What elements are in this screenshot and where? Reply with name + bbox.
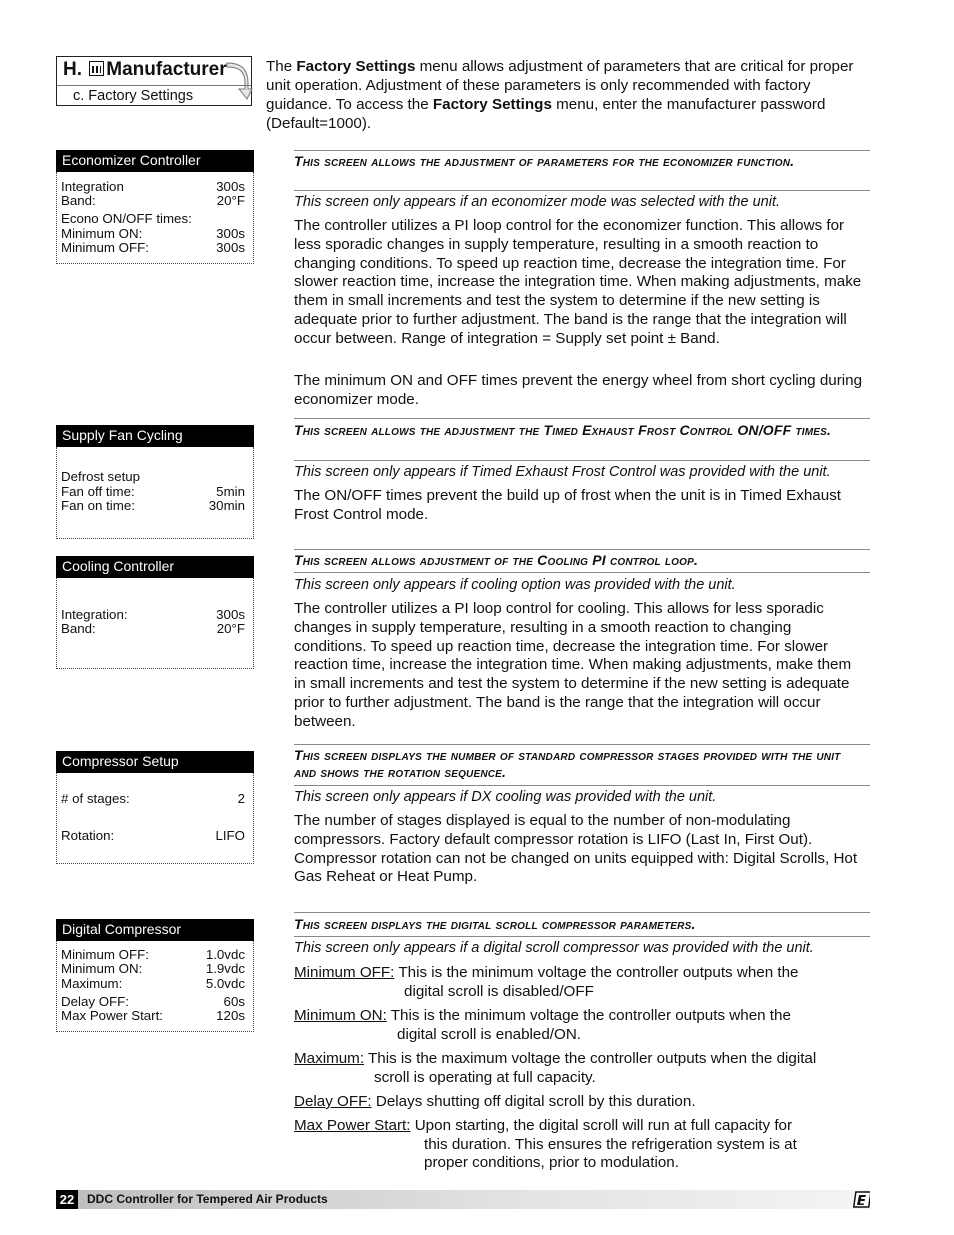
arrow-curve-icon xyxy=(223,59,253,103)
header-divider xyxy=(57,85,251,86)
section-divider xyxy=(294,744,870,745)
definition-text: digital scroll is disabled/OFF xyxy=(404,982,594,1000)
section-divider xyxy=(294,785,870,786)
compressor-setup-screen xyxy=(56,751,254,864)
economizer-controller-screen xyxy=(56,150,254,264)
definition-text: This is the minimum voltage the controller outputs when the xyxy=(398,964,799,981)
section-divider xyxy=(294,418,870,419)
param-label: Fan off time: xyxy=(61,484,135,499)
param-label: Minimum OFF: xyxy=(61,947,149,962)
param-value: 30min xyxy=(208,498,245,513)
compressor-section-note: This screen only appears if DX cooling was provided with the unit. xyxy=(294,789,717,805)
digital-section-heading: This screen displays the digital scroll compressor parameters. xyxy=(294,916,696,932)
section-title xyxy=(63,59,227,81)
supply-fan-description: The ON/OFF times prevent the build up of frost when the unit is in Timed Exhaust Frost Control mode. xyxy=(294,487,842,523)
manufacturer-icon xyxy=(89,61,104,76)
section-divider xyxy=(294,912,870,913)
param-value: 5min xyxy=(216,484,245,499)
param-label: Minimum ON: xyxy=(61,961,143,976)
definition-text: proper conditions, prior to modulation. xyxy=(424,1154,679,1171)
param-label: Band: xyxy=(61,193,96,208)
param-label: Econo ON/OFF times: xyxy=(61,211,192,226)
section-letter: H. xyxy=(63,59,82,80)
definition-text: Delays shutting off digital scroll by this duration. xyxy=(375,1093,696,1110)
param-value: 5.0vdc xyxy=(205,976,245,991)
section-divider xyxy=(294,549,870,550)
param-value: LIFO xyxy=(215,828,245,843)
subsection-title: c. Factory Settings xyxy=(73,88,194,104)
digital-compressor-screen xyxy=(56,919,254,1032)
definition-term: Minimum ON: xyxy=(294,1007,387,1024)
economizer-section-note: This screen only appears if an economizer mode was selected with the unit. xyxy=(294,194,780,210)
screen-title: Compressor Setup xyxy=(56,751,254,773)
param-value: 2 xyxy=(237,791,245,806)
param-value: 300s xyxy=(216,179,245,194)
section-divider xyxy=(294,936,870,937)
digital-section-note: This screen only appears if a digital scroll compressor was provided with the unit. xyxy=(294,940,814,956)
supply-fan-section-note: This screen only appears if Timed Exhaust Frost Control was provided with the unit. xyxy=(294,464,831,480)
section-divider xyxy=(294,190,870,191)
definition-term: Maximum: xyxy=(294,1050,365,1067)
cooling-description: The controller utilizes a PI loop control for cooling. This allows for less sporadic changes in supply temperature, resulting in a smooth reaction to changing conditions. To speed up reaction time, decrease the integration time. For slower reaction time, increase the integration time. When making adjustments, make them in small increments and test the system to determine if the new setting is adequate prior to further adjustment. The band is the range that the integration will occur between. xyxy=(294,600,852,730)
economizer-section-heading: This screen allows the adjustment of parameters for the economizer function. xyxy=(294,153,795,169)
definition-delay-off xyxy=(294,1093,866,1112)
compressor-description: The number of stages displayed is equal to the number of non-modulating compressors. Factory default compressor rotation is LIFO (Last In, First Out). Compressor rotation can not be changed on units equipped with: Digital Scrolls, Hot Gas Reheat or Heat Pump. xyxy=(294,812,858,886)
page-footer xyxy=(56,1190,870,1209)
screen-title: Cooling Controller xyxy=(56,556,254,578)
section-title-word: Manufacturer xyxy=(106,59,227,80)
definition-term: Minimum OFF: xyxy=(294,964,395,981)
param-label: Max Power Start: xyxy=(61,1008,163,1023)
param-value: 300s xyxy=(216,240,245,255)
param-label: Integration xyxy=(61,179,124,194)
definition-max-power-start xyxy=(294,1117,866,1173)
cooling-controller-screen xyxy=(56,556,254,669)
screen-title: Supply Fan Cycling xyxy=(56,425,254,447)
param-label: Rotation: xyxy=(61,828,115,843)
param-label: Delay OFF: xyxy=(61,994,129,1009)
definition-text: Upon starting, the digital scroll will run at full capacity for xyxy=(414,1117,793,1134)
definition-minimum-off xyxy=(294,964,866,1001)
supply-fan-cycling-screen xyxy=(56,425,254,539)
compressor-section-heading: This screen displays the number of standard compressor stages provided with the unit and shows the rotation sequence. xyxy=(294,747,841,780)
param-value: 1.0vdc xyxy=(205,947,245,962)
param-label: Minimum OFF: xyxy=(61,240,149,255)
definition-term: Delay OFF: xyxy=(294,1093,372,1110)
page-number: 22 xyxy=(56,1190,78,1209)
intro-paragraph: The Factory Settings menu allows adjustment of parameters that are critical for proper unit operation. Adjustment of these parameters is only recommended with factory guidance. To access the Factory Settings menu, enter the manufacturer password (Default=1000). xyxy=(266,58,854,132)
param-value: 20°F xyxy=(216,193,245,208)
param-value: 20°F xyxy=(216,621,245,636)
definition-text: scroll is operating at full capacity. xyxy=(374,1068,596,1086)
definition-text: this duration. This ensures the refrigeration system is at xyxy=(424,1135,797,1153)
economizer-description: The controller utilizes a PI loop control for the economizer function. This allows for less sporadic changes in supply temperature, resulting in a smooth reaction to changing conditions. To speed up reaction time, decrease the integration time. For slower reaction time, increase the integration time. When making adjustments, make them in small increments and test the system to determine if the new setting is adequate prior to further adjustment. The band is the range that the integration will occur between. Range of integration = Supply set point ± Band. xyxy=(294,217,862,347)
param-label: Minimum ON: xyxy=(61,226,143,241)
section-divider xyxy=(294,460,870,461)
section-header-box xyxy=(56,56,252,106)
param-label: Fan on time: xyxy=(61,498,135,513)
param-value: 120s xyxy=(216,1008,245,1023)
definition-text: This is the maximum voltage the controller outputs when the digital xyxy=(368,1050,817,1067)
param-value: 300s xyxy=(216,226,245,241)
param-label: Integration: xyxy=(61,607,128,622)
cooling-section-note: This screen only appears if cooling option was provided with the unit. xyxy=(294,577,736,593)
param-value: 1.9vdc xyxy=(205,961,245,976)
screen-title: Economizer Controller xyxy=(56,150,254,172)
section-divider xyxy=(294,572,870,573)
definition-term: Max Power Start: xyxy=(294,1117,411,1134)
definition-text: This is the minimum voltage the controller outputs when the xyxy=(390,1007,791,1024)
definition-text: digital scroll is enabled/ON. xyxy=(397,1025,582,1043)
footer-title: DDC Controller for Tempered Air Products xyxy=(87,1192,328,1206)
definition-minimum-on xyxy=(294,1007,866,1044)
cooling-section-heading: This screen allows adjustment of the Cooling PI control loop. xyxy=(294,552,699,568)
brand-logo-icon xyxy=(853,1191,870,1208)
screen-title: Digital Compressor xyxy=(56,919,254,941)
definition-maximum xyxy=(294,1050,866,1087)
param-label: Defrost setup xyxy=(61,469,141,484)
param-value: 60s xyxy=(223,994,245,1009)
supply-fan-section-heading: This screen allows the adjustment the Timed Exhaust Frost Control ON/OFF times. xyxy=(294,422,832,438)
economizer-min-times-description: The minimum ON and OFF times prevent the energy wheel from short cycling during economizer mode. xyxy=(294,372,863,408)
param-label: # of stages: xyxy=(61,791,130,806)
param-label: Band: xyxy=(61,621,96,636)
param-label: Maximum: xyxy=(61,976,123,991)
param-value: 300s xyxy=(216,607,245,622)
section-divider xyxy=(294,150,870,151)
